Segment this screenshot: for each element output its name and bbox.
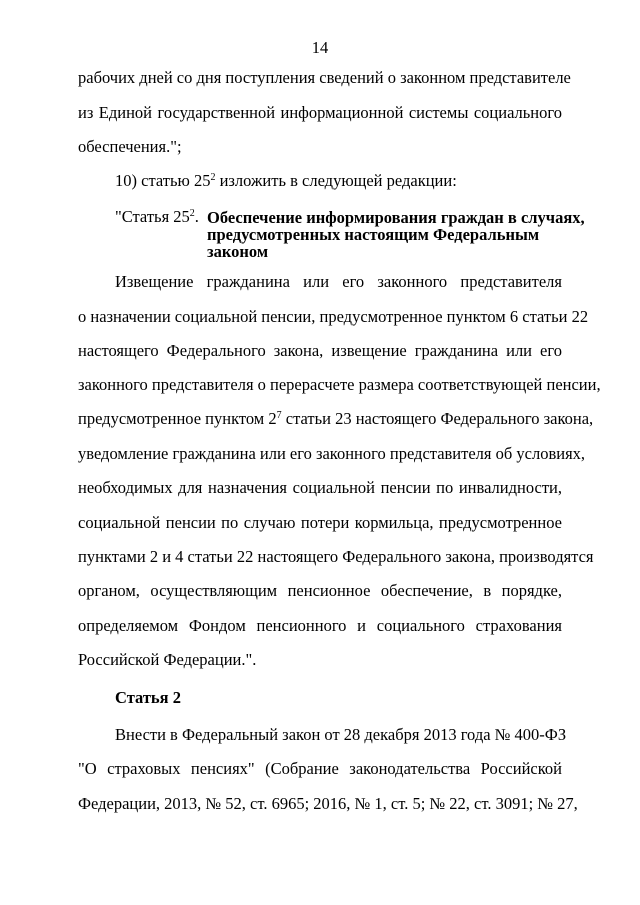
list-item-10 [115,171,562,191]
text-line: "О страховых пенсиях" (Собрание законодательства Российской [78,759,562,778]
text-line: законного представителя о перерасчете размера соответствующей пенсии, [78,375,601,394]
text-line [78,409,594,429]
article-label [115,207,199,227]
page-number: 14 [311,38,329,57]
text-line: о назначении социальной пенсии, предусмотренное пунктом 6 статьи 22 [78,307,589,326]
text-line: Федерации, 2013, № 52, ст. 6965; 2016, № 1, ст. 5; № 22, ст. 3091; № 27, [78,794,578,813]
heading-line: Обеспечение информирования граждан в случаях, [207,208,585,227]
text-line: уведомление гражданина или его законного представителя об условиях, [78,444,586,463]
text-line: рабочих дней со дня поступления сведений о законном представителе [78,68,571,87]
text-segment: предусмотренное пунктом 2 [78,409,277,428]
item-text: изложить в следующей редакции: [215,171,457,190]
text-segment: статьи 23 настоящего Федерального закона, [281,409,594,428]
superscript: 2 [189,208,195,219]
text-line: Российской Федерации.". [78,650,257,669]
article-2-title: Статья 2 [115,688,181,707]
article-label-text: . [194,207,199,226]
article-heading [207,208,585,261]
text-line: Извещение гражданина или его законного представителя [115,272,562,291]
item-text: 10) статью 25 [115,171,211,190]
text-line: настоящего Федерального закона, извещение гражданина или его [78,341,562,360]
superscript: 2 [210,172,216,183]
text-line: Внести в Федеральный закон от 28 декабря 2013 года № 400-ФЗ [115,725,567,744]
superscript: 7 [276,410,282,421]
text-line: органом, осуществляющим пенсионное обеспечение, в порядке, [78,581,562,600]
text-line: из Единой государственной информационной системы социального [78,103,562,122]
heading-line: законом [207,242,269,261]
text-line: определяемом Фондом пенсионного и социального страхования [78,616,562,635]
text-line: социальной пенсии по случаю потери кормильца, предусмотренное [78,513,562,532]
heading-line: предусмотренных настоящим Федеральным [207,225,540,244]
text-line: пунктами 2 и 4 статьи 22 настоящего Федерального закона, производятся [78,547,594,566]
text-line: необходимых для назначения социальной пенсии по инвалидности, [78,478,562,497]
article-label-text: "Статья 25 [115,207,190,226]
text-line: обеспечения."; [78,137,182,156]
